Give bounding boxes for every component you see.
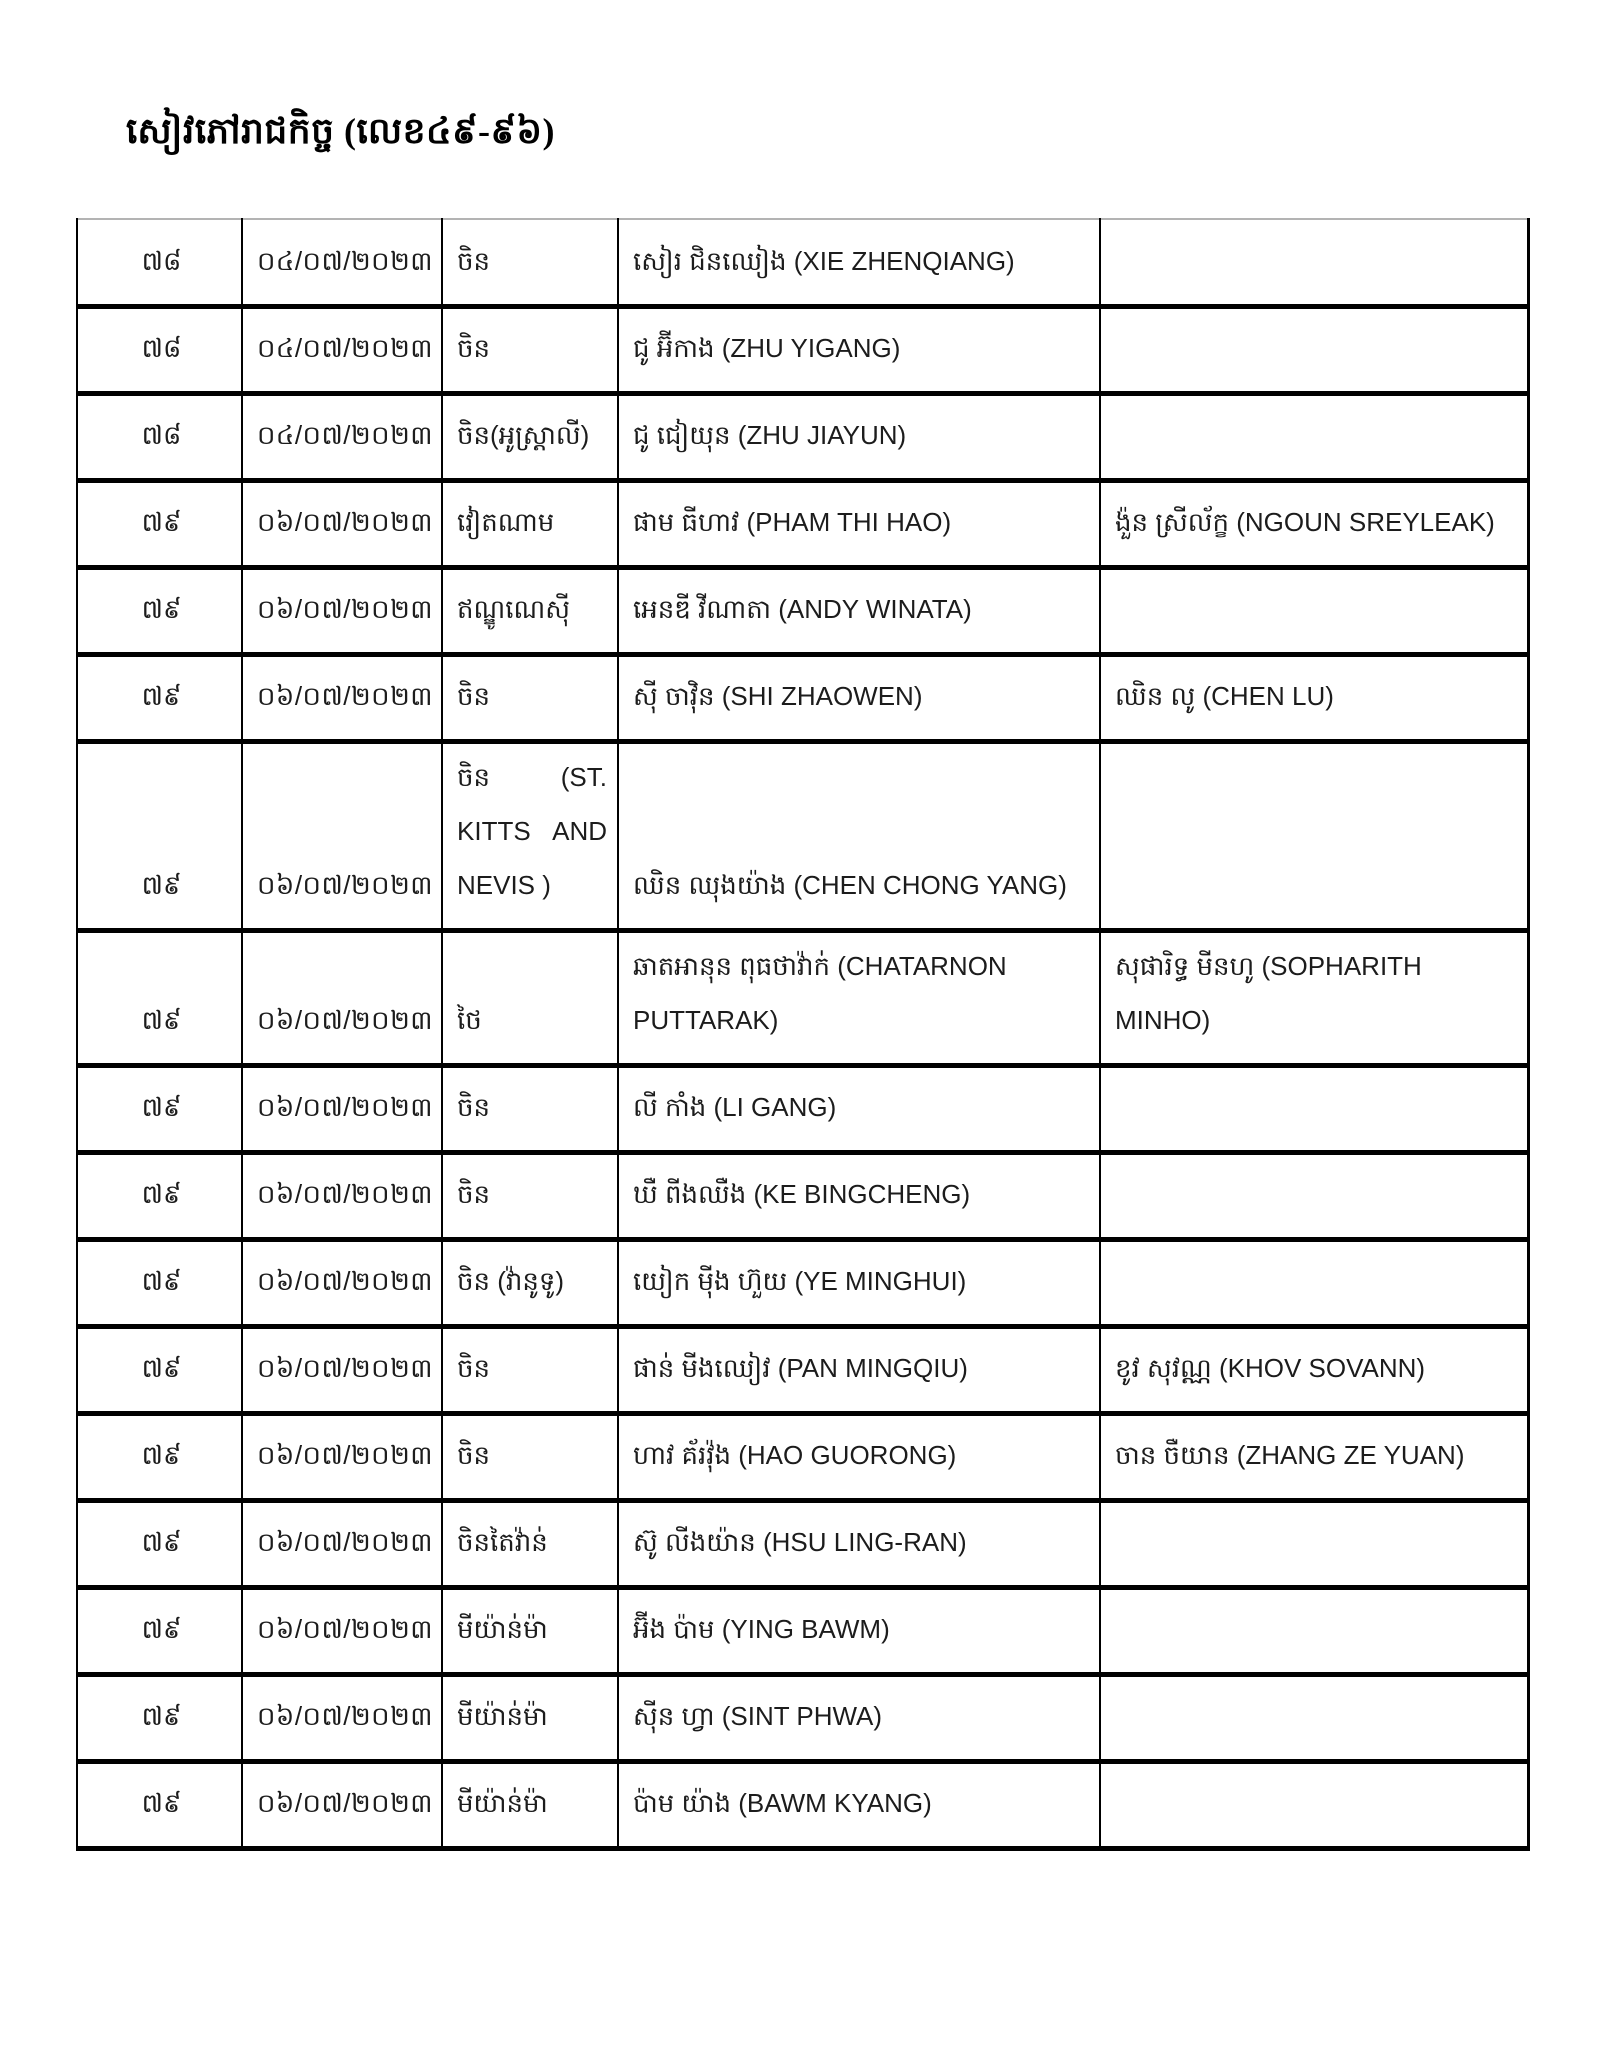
date-cell: ០៦/០៧/២០២៣ xyxy=(242,1587,442,1674)
row-number-cell: ៧៩ xyxy=(77,480,242,567)
date-cell: ០៦/០៧/២០២៣ xyxy=(242,930,442,1065)
secondary-name-cell xyxy=(1100,1587,1528,1674)
nationality-cell: វៀតណាម xyxy=(442,480,618,567)
nationality-cell: ចិន (វ៉ានូទូ) xyxy=(442,1239,618,1326)
secondary-name-cell xyxy=(1100,1500,1528,1587)
row-number-cell: ៧៩ xyxy=(77,1413,242,1500)
name-cell: ឃឺ ពីងឈឺង (KE BINGCHENG) xyxy=(618,1152,1100,1239)
row-number-cell: ៧៩ xyxy=(77,1500,242,1587)
table-row xyxy=(77,1500,1528,1587)
row-number-cell: ៧៩ xyxy=(77,567,242,654)
date-cell: ០៦/០៧/២០២៣ xyxy=(242,1413,442,1500)
nationality-cell: ចិន(អូស្ត្រាលី) xyxy=(442,393,618,480)
page-title: សៀវភៅរាជកិច្ច (លេខ៤៩-៩៦) xyxy=(126,111,555,151)
secondary-name-cell: ឈិន លូ (CHEN LU) xyxy=(1100,654,1528,741)
name-cell: ឆាតអានុន ពុធថាវ៉ាក់ (CHATARNON PUTTARAK) xyxy=(618,930,1100,1065)
row-number-cell: ៧៩ xyxy=(77,1326,242,1413)
date-cell: ០៦/០៧/២០២៣ xyxy=(242,1500,442,1587)
table-row xyxy=(77,1326,1528,1413)
row-number-cell: ៧៩ xyxy=(77,741,242,930)
secondary-name-cell xyxy=(1100,1065,1528,1152)
name-cell: ស៊ី ចាវ៉ិន (SHI ZHAOWEN) xyxy=(618,654,1100,741)
secondary-name-cell: ង៉ួន ស្រីល័ក្ខ (NGOUN SREYLEAK) xyxy=(1100,480,1528,567)
date-cell: ០៤/០៧/២០២៣ xyxy=(242,393,442,480)
table-row xyxy=(77,1674,1528,1761)
table-row xyxy=(77,1152,1528,1239)
name-cell: អេនឌី វីណាតា (ANDY WINATA) xyxy=(618,567,1100,654)
name-cell: សៀរ ជិនឈៀង (XIE ZHENQIANG) xyxy=(618,219,1100,306)
nationality-cell: មីយ៉ាន់ម៉ា xyxy=(442,1674,618,1761)
nationality-cell: ថៃ xyxy=(442,930,618,1065)
nationality-cell: ចិន xyxy=(442,1413,618,1500)
table-row xyxy=(77,654,1528,741)
table-row xyxy=(77,1239,1528,1326)
name-cell: ស៊ីន ហ្វា (SINT PHWA) xyxy=(618,1674,1100,1761)
row-number-cell: ៧៩ xyxy=(77,1152,242,1239)
nationality-cell: ចិន xyxy=(442,306,618,393)
date-cell: ០៦/០៧/២០២៣ xyxy=(242,1674,442,1761)
secondary-name-cell xyxy=(1100,567,1528,654)
nationality-cell: ចិន xyxy=(442,1065,618,1152)
table-row xyxy=(77,306,1528,393)
date-cell: ០៤/០៧/២០២៣ xyxy=(242,306,442,393)
row-number-cell: ៧៩ xyxy=(77,1587,242,1674)
nationality-cell: មីយ៉ាន់ម៉ា xyxy=(442,1761,618,1848)
gazette-table-body xyxy=(77,219,1528,1848)
secondary-name-cell xyxy=(1100,306,1528,393)
date-cell: ០៦/០៧/២០២៣ xyxy=(242,480,442,567)
date-cell: ០៦/០៧/២០២៣ xyxy=(242,654,442,741)
row-number-cell: ៧៩ xyxy=(77,654,242,741)
date-cell: ០៦/០៧/២០២៣ xyxy=(242,1326,442,1413)
secondary-name-cell: សុផារិទ្ធ មីនហូ (SOPHARITH MINHO) xyxy=(1100,930,1528,1065)
name-cell: ផាន់ មីងឈៀវ (PAN MINGQIU) xyxy=(618,1326,1100,1413)
nationality-cell: ចិន xyxy=(442,1326,618,1413)
table-row xyxy=(77,930,1528,1065)
nationality-cell: ចិន (ST. KITTS AND NEVIS ) xyxy=(442,741,618,930)
name-cell: លី កាំង (LI GANG) xyxy=(618,1065,1100,1152)
date-cell: ០៦/០៧/២០២៣ xyxy=(242,1761,442,1848)
table-row xyxy=(77,480,1528,567)
date-cell: ០៦/០៧/២០២៣ xyxy=(242,741,442,930)
secondary-name-cell xyxy=(1100,741,1528,930)
name-cell: ជូ អ៊ីកាង (ZHU YIGANG) xyxy=(618,306,1100,393)
nationality-cell: ចិនតៃវ៉ាន់ xyxy=(442,1500,618,1587)
secondary-name-cell xyxy=(1100,1674,1528,1761)
name-cell: ប៉ាម យ៉ាង (BAWM KYANG) xyxy=(618,1761,1100,1848)
table-row xyxy=(77,567,1528,654)
name-cell: យៀក ម៉ីង ហ៊ួយ (YE MINGHUI) xyxy=(618,1239,1100,1326)
secondary-name-cell: ខូវ សុវណ្ណ (KHOV SOVANN) xyxy=(1100,1326,1528,1413)
nationality-cell: ចិន xyxy=(442,219,618,306)
date-cell: ០៦/០៧/២០២៣ xyxy=(242,1152,442,1239)
table-row xyxy=(77,393,1528,480)
name-cell: ស៊ូ លីងយ៉ាន (HSU LING-RAN) xyxy=(618,1500,1100,1587)
secondary-name-cell xyxy=(1100,1761,1528,1848)
table-row xyxy=(77,1413,1528,1500)
secondary-name-cell xyxy=(1100,1152,1528,1239)
secondary-name-cell xyxy=(1100,1239,1528,1326)
date-cell: ០៦/០៧/២០២៣ xyxy=(242,1065,442,1152)
row-number-cell: ៧៨ xyxy=(77,393,242,480)
table-row xyxy=(77,741,1528,930)
row-number-cell: ៧៨ xyxy=(77,306,242,393)
secondary-name-cell: ចាន ចឺយាន (ZHANG ZE YUAN) xyxy=(1100,1413,1528,1500)
name-cell: ឈិន ឈុងយ៉ាង (CHEN CHONG YANG) xyxy=(618,741,1100,930)
nationality-cell: មីយ៉ាន់ម៉ា xyxy=(442,1587,618,1674)
table-row xyxy=(77,1587,1528,1674)
date-cell: ០៦/០៧/២០២៣ xyxy=(242,1239,442,1326)
name-cell: ហាវ គ័រវ៉ុង (HAO GUORONG) xyxy=(618,1413,1100,1500)
row-number-cell: ៧៨ xyxy=(77,219,242,306)
secondary-name-cell xyxy=(1100,219,1528,306)
table-row xyxy=(77,1065,1528,1152)
name-cell: ជូ ជៀយុន (ZHU JIAYUN) xyxy=(618,393,1100,480)
table-row xyxy=(77,219,1528,306)
gazette-table xyxy=(76,218,1530,1851)
name-cell: ផាម ធីហាវ (PHAM THI HAO) xyxy=(618,480,1100,567)
table-row xyxy=(77,1761,1528,1848)
row-number-cell: ៧៩ xyxy=(77,930,242,1065)
nationality-cell: ចិន xyxy=(442,1152,618,1239)
name-cell: អ៊ីង ប៉ាម (YING BAWM) xyxy=(618,1587,1100,1674)
secondary-name-cell xyxy=(1100,393,1528,480)
row-number-cell: ៧៩ xyxy=(77,1761,242,1848)
row-number-cell: ៧៩ xyxy=(77,1674,242,1761)
date-cell: ០៦/០៧/២០២៣ xyxy=(242,567,442,654)
row-number-cell: ៧៩ xyxy=(77,1239,242,1326)
date-cell: ០៤/០៧/២០២៣ xyxy=(242,219,442,306)
nationality-cell: ចិន xyxy=(442,654,618,741)
row-number-cell: ៧៩ xyxy=(77,1065,242,1152)
nationality-cell: ឥណ្ឌូណេស៊ី xyxy=(442,567,618,654)
